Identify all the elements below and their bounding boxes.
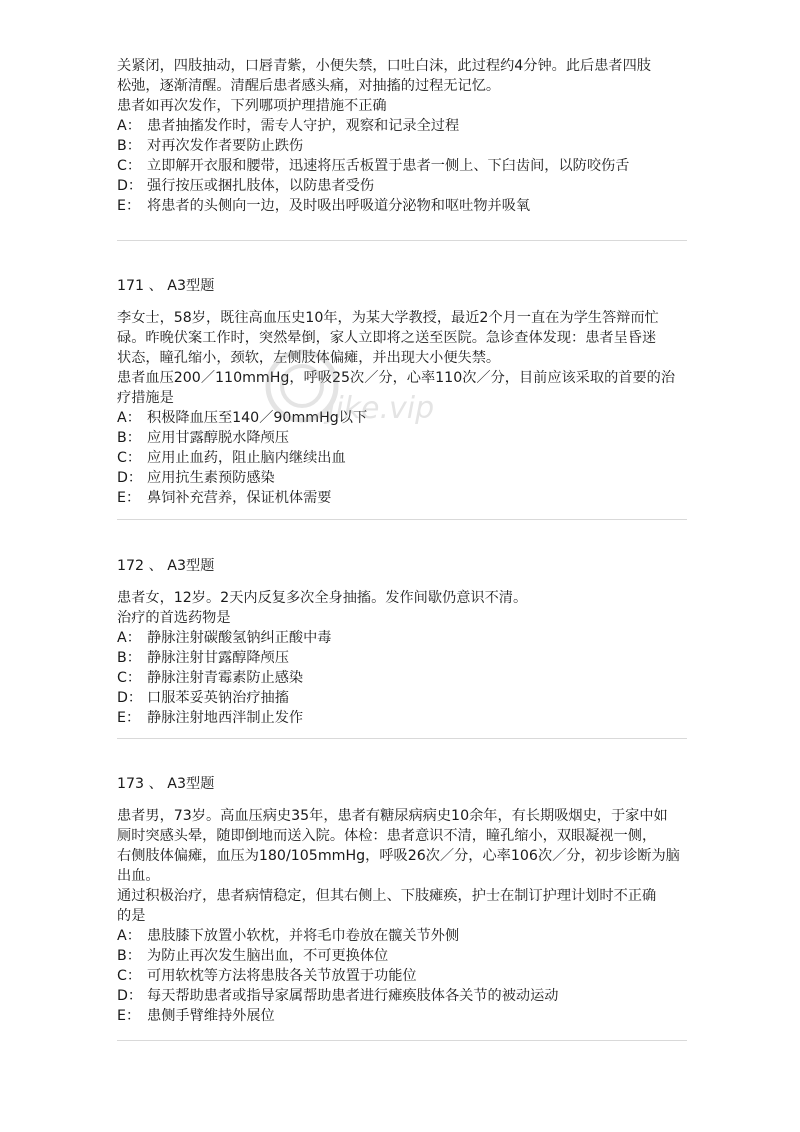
question-prompt: 疗措施是 [117,390,174,406]
option-b[interactable]: B： 静脉注射甘露醇降颅压 [117,650,289,666]
question-stem-line: 碌。昨晚伏案工作时，突然晕倒，家人立即将之送至医院。急诊查体发现：患者呈昏迷 [117,330,657,346]
question-stem-line: 松弛，逐渐清醒。清醒后患者感头痛，对抽搐的过程无记忆。 [117,78,501,94]
option-e[interactable]: E： 静脉注射地西泮制止发作 [117,710,304,726]
option-a[interactable]: A： 积极降血压至140／90mmHg以下 [117,410,368,426]
question-prompt: 的是 [117,908,146,924]
option-d[interactable]: D： 强行按压或捆扎肢体，以防患者受伤 [117,178,375,194]
divider [117,1040,687,1041]
option-c[interactable]: C： 可用软枕等方法将患肢各关节放置于功能位 [117,968,417,984]
question-stem-line: 状态，瞳孔缩小，颈软，左侧肢体偏瘫，并出现大小便失禁。 [117,350,501,366]
option-e[interactable]: E： 患侧手臂维持外展位 [117,1008,275,1024]
question-header: 171 、 A3型题 [117,278,215,294]
option-b[interactable]: B： 为防止再次发生脑出血，不可更换体位 [117,948,389,964]
watermark-text: jike.vip [327,391,435,426]
question-stem-line: 李女士，58岁，既往高血压史10年，为某大学教授，最近2个月一直在为学生答辩而忙 [117,310,659,326]
divider [117,519,687,520]
option-b[interactable]: B： 应用甘露醇脱水降颅压 [117,430,289,446]
option-a[interactable]: A： 患肢膝下放置小软枕，并将毛巾卷放在髋关节外侧 [117,928,460,944]
option-d[interactable]: D： 应用抗生素预防感染 [117,470,275,486]
option-c[interactable]: C： 立即解开衣服和腰带，迅速将压舌板置于患者一侧上、下臼齿间，以防咬伤舌 [117,158,630,174]
question-stem-line: 患者女，12岁。2天内反复多次全身抽搐。发作间歇仍意识不清。 [117,590,528,606]
option-a[interactable]: A： 静脉注射碳酸氢钠纠正酸中毒 [117,630,332,646]
question-170 [117,56,687,216]
option-e[interactable]: E： 将患者的头侧向一边，及时吸出呼吸道分泌物和呕吐物并吸氧 [117,198,531,214]
question-stem-line: 患者男，73岁。高血压病史35年，患者有糖尿病病史10余年，有长期吸烟史，于家中如 [117,808,668,824]
question-header: 172 、 A3型题 [117,558,215,574]
question-stem-line: 关紧闭，四肢抽动，口唇青紫，小便失禁，口吐白沫，此过程约4分钟。此后患者四肢 [117,58,651,74]
divider [117,240,687,241]
question-stem-line: 右侧肢体偏瘫，血压为180/105mmHg，呼吸26次／分，心率106次／分，初步诊断为脑 [117,848,680,864]
question-stem-line: 出血。 [117,868,160,884]
option-d[interactable]: D： 每天帮助患者或指导家属帮助患者进行瘫痪肢体各关节的被动运动 [117,988,559,1004]
option-c[interactable]: C： 应用止血药，阻止脑内继续出血 [117,450,346,466]
option-b[interactable]: B： 对再次发作者要防止跌伤 [117,138,304,154]
question-172 [117,556,687,728]
option-c[interactable]: C： 静脉注射青霉素防止感染 [117,670,304,686]
option-d[interactable]: D： 口服苯妥英钠治疗抽搐 [117,690,289,706]
question-171 [117,276,687,508]
question-prompt: 患者血压200／110mmHg，呼吸25次／分，心率110次／分，目前应该采取的首要的治 [117,370,676,386]
option-a[interactable]: A： 患者抽搐发作时，需专人守护，观察和记录全过程 [117,118,460,134]
question-prompt: 患者如再次发作，下列哪项护理措施不正确 [117,98,387,114]
question-prompt: 通过积极治疗，患者病情稳定，但其右侧上、下肢瘫痪，护士在制订护理计划时不正确 [117,888,657,904]
question-173 [117,774,687,1026]
divider [117,738,687,739]
question-stem-line: 厕时突感头晕，随即倒地而送入院。体检：患者意识不清，瞳孔缩小，双眼凝视一侧， [117,828,657,844]
question-prompt: 治疗的首选药物是 [117,610,231,626]
option-e[interactable]: E： 鼻饲补充营养，保证机体需要 [117,490,332,506]
question-header: 173 、 A3型题 [117,776,215,792]
